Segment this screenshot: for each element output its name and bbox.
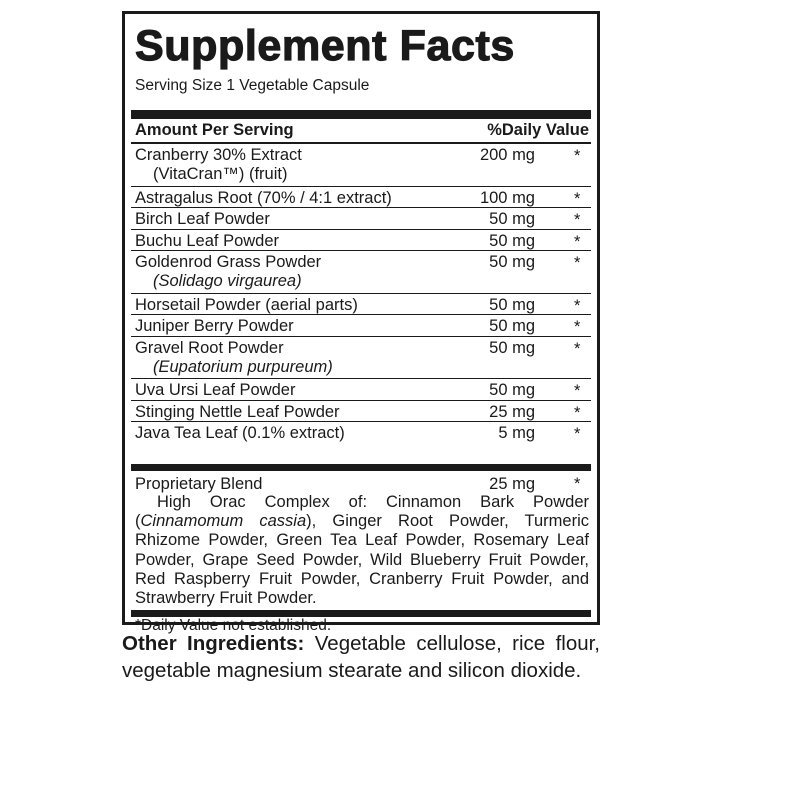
- ingredient-row: [131, 208, 591, 230]
- ingredient-list: [131, 144, 591, 443]
- ingredient-amount: 25 mg: [489, 402, 535, 421]
- proprietary-blend-amount: 25 mg: [489, 475, 535, 493]
- supplement-facts-panel: [122, 11, 600, 634]
- ingredient-name: Uva Ursi Leaf Powder: [135, 381, 296, 399]
- ingredient-name: Goldenrod Grass Powder: [135, 253, 322, 271]
- ingredient-amount: 200 mg: [479, 146, 535, 164]
- ingredient-name: Astragalus Root (70% / 4:1 extract): [135, 188, 392, 207]
- ingredient-amount: 100 mg: [479, 188, 535, 207]
- proprietary-blend-daily-value: *: [574, 475, 581, 493]
- other-ingredients-text: Vegetable cellulose, rice flour, vegetable magnesium stearate and silicon dioxide.: [122, 632, 601, 682]
- ingredient-amount: 50 mg: [489, 231, 535, 250]
- ingredient-amount: 50 mg: [489, 381, 535, 399]
- ingredient-daily-value: *: [574, 232, 581, 251]
- ingredient-daily-value: *: [574, 382, 581, 400]
- proprietary-blend-description: [135, 493, 589, 608]
- ingredient-row: [131, 187, 591, 209]
- ingredient-name: Stinging Nettle Leaf Powder: [135, 402, 340, 421]
- ingredient-name: Horsetail Powder (aerial parts): [135, 295, 358, 314]
- panel-title: Supplement Facts: [135, 22, 515, 70]
- ingredient-name: Cranberry 30% Extract: [135, 146, 302, 164]
- ingredient-row: [131, 144, 591, 187]
- ingredient-amount: 50 mg: [489, 295, 535, 314]
- amount-per-serving-header: Amount Per Serving: [135, 121, 294, 139]
- ingredient-daily-value: *: [574, 254, 581, 272]
- ingredient-row: [131, 422, 591, 443]
- ingredient-name: Java Tea Leaf (0.1% extract): [135, 424, 345, 442]
- ingredient-name: Birch Leaf Powder: [135, 210, 270, 228]
- ingredient-daily-value: *: [574, 339, 581, 358]
- column-header-row: [135, 118, 589, 142]
- ingredient-daily-value: *: [574, 211, 581, 229]
- ingredient-row: [131, 315, 591, 337]
- ingredient-subtext: (Eupatorium purpureum): [153, 357, 333, 376]
- ingredient-row: [131, 230, 591, 252]
- ingredient-name: Buchu Leaf Powder: [135, 231, 280, 250]
- ingredient-daily-value: *: [574, 147, 581, 165]
- ingredient-name: Gravel Root Powder: [135, 338, 284, 357]
- daily-value-footnote: *Daily Value not established.: [135, 617, 332, 634]
- ingredient-name: Juniper Berry Powder: [135, 317, 294, 335]
- ingredient-row: [131, 379, 591, 401]
- blend-desc-part: High Orac Complex of: Cinnamon Bark Powder (: [135, 493, 589, 531]
- ingredient-daily-value: *: [574, 296, 581, 315]
- ingredient-amount: 5 mg: [498, 424, 535, 442]
- ingredient-row: [131, 401, 591, 423]
- serving-size: Serving Size 1 Vegetable Capsule: [135, 77, 370, 94]
- ingredient-row: [131, 251, 591, 294]
- daily-value-header: %Daily Value: [487, 121, 589, 139]
- blend-desc-part: ), Ginger Root Powder, Turmeric Rhizome Powder, Green Tea Leaf Powder, Rosemary Leaf Powder, Grape Seed Powder, Wild Blueberry Fruit Powder, Red Raspberry Fruit Powder, Cranberry Fruit Powder, and Strawberry Fruit Powder.: [135, 512, 589, 608]
- ingredient-daily-value: *: [574, 189, 581, 208]
- ingredient-row: [131, 294, 591, 316]
- ingredient-daily-value: *: [574, 318, 581, 336]
- ingredient-amount: 50 mg: [489, 338, 535, 357]
- ingredient-daily-value: *: [574, 425, 581, 443]
- thick-divider-middle: [131, 464, 591, 471]
- blend-desc-italic: Cinnamomum cassia: [140, 512, 307, 531]
- ingredient-row: [131, 337, 591, 380]
- ingredient-amount: 50 mg: [489, 210, 535, 228]
- other-ingredients-label: Other Ingredients:: [122, 632, 305, 655]
- other-ingredients: [122, 630, 600, 684]
- ingredient-daily-value: *: [574, 403, 581, 422]
- ingredient-subtext: (VitaCran™) (fruit): [153, 165, 288, 183]
- ingredient-subtext: (Solidago virgaurea): [153, 272, 302, 290]
- ingredient-amount: 50 mg: [489, 253, 535, 271]
- ingredient-amount: 50 mg: [489, 317, 535, 335]
- proprietary-blend-name: Proprietary Blend: [135, 475, 263, 493]
